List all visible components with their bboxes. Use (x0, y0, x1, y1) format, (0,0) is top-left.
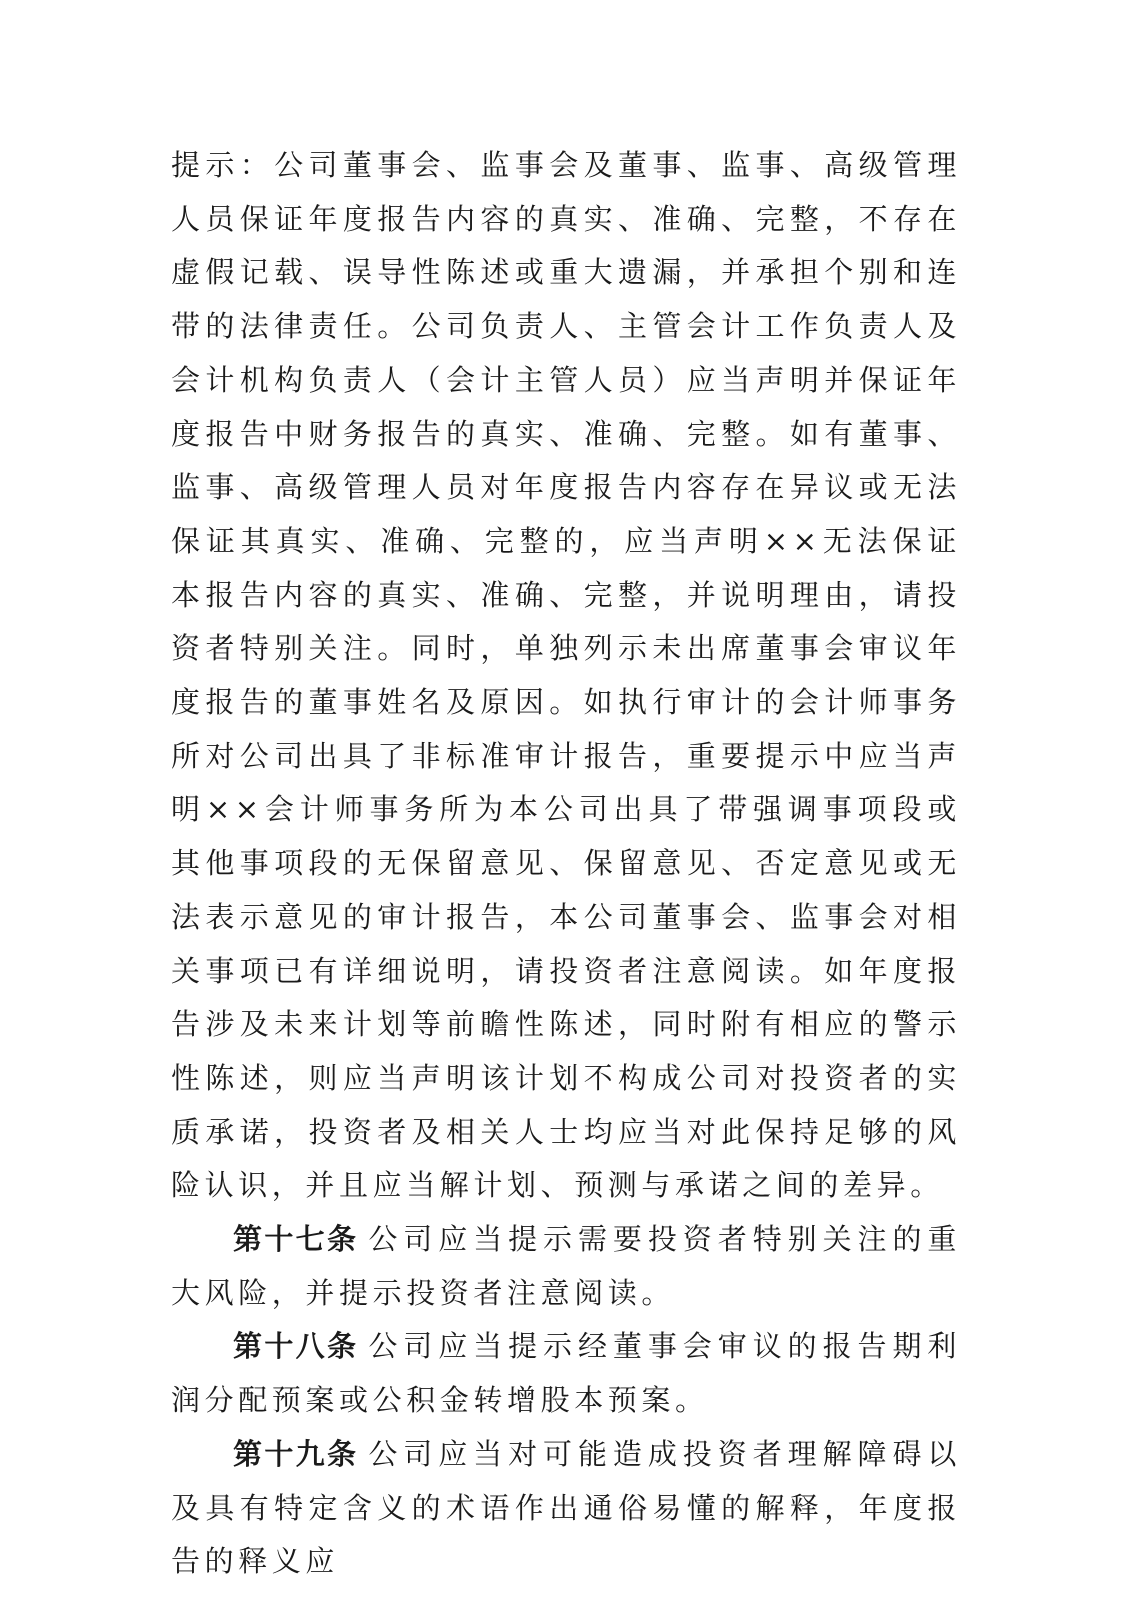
article-18-text: 公司应当提示经董事会审议的报告期利润分配预案或公积金转增股本预案。 (171, 1329, 961, 1418)
article-19-text: 公司应当对可能造成投资者理解障碍以及具有特定含义的术语作出通俗易懂的解释，年度报告的释义应 (171, 1436, 961, 1579)
article-17-text: 公司应当提示需要投资者特别关注的重大风险，并提示投资者注意阅读。 (171, 1222, 961, 1310)
article-17 (171, 1213, 961, 1320)
article-18 (171, 1320, 961, 1427)
article-18-label: 第十八条 (233, 1329, 359, 1364)
hint-paragraph: 提示：公司董事会、监事会及董事、监事、高级管理人员保证年度报告内容的真实、准确、完整，不存在虚假记载、误导性陈述或重大遗漏，并承担个别和连带的法律责任。公司负责人、主管会计工作负责人及会计机构负责人（会计主管人员）应当声明并保证年度报告中财务报告的真实、准确、完整。如有董事、监事、高级管理人员对年度报告内容存在异议或无法保证其真实、准确、完整的，应当声明××无法保证本报告内容的真实、准确、完整，并说明理由，请投资者特别关注。同时，单独列示未出席董事会审议年度报告的董事姓名及原因。如执行审计的会计师事务所对公司出具了非标准审计报告，重要提示中应当声明××会计师事务所为本公司出具了带强调事项段或其他事项段的无保留意见、保留意见、否定意见或无法表示意见的审计报告，本公司董事会、监事会对相关事项已有详细说明，请投资者注意阅读。如年度报告涉及未来计划等前瞻性陈述，同时附有相应的警示性陈述，则应当声明该计划不构成公司对投资者的实质承诺，投资者及相关人士均应当对此保持足够的风险认识，并且应当解计划、预测与承诺之间的差异。 (171, 148, 961, 1203)
article-17-label: 第十七条 (233, 1222, 359, 1257)
article-19-label: 第十九条 (233, 1436, 359, 1471)
document-body (171, 139, 961, 1589)
article-19 (171, 1428, 961, 1589)
